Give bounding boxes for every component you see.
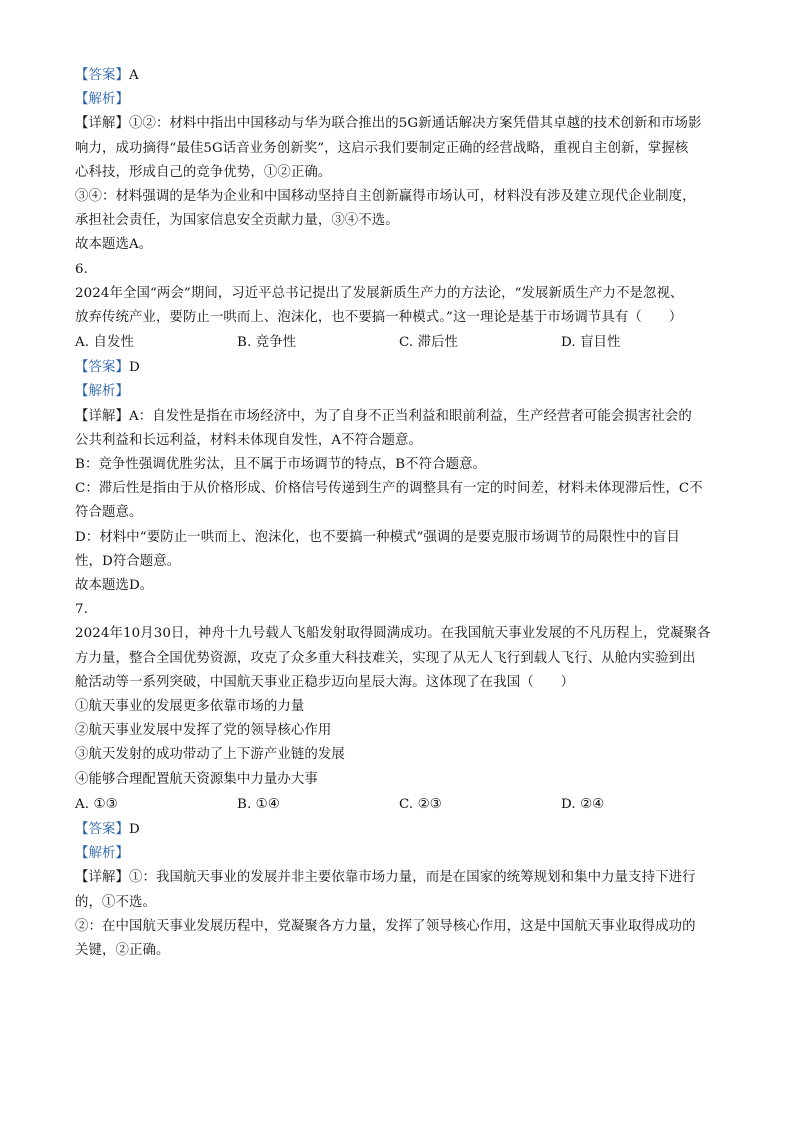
q7-item: ②航天事业发展中发挥了党的领导核心作用 [75,723,332,739]
q6-detail-line: 符合题意。 [75,505,143,521]
q7-detail-line: 关键，②正确。 [75,942,170,958]
q6-detail-line: D：材料中“要防止一哄而上、泡沫化，也不要搞一种模式”强调的是要克服市场调节的局限性中的盲目 [75,529,680,545]
q6-stem-line: 放弃传统产业，要防止一哄而上、泡沫化，也不要搞一种模式。”这一理论是基于市场调节具有（ ） [75,310,683,326]
q7-item: ①航天事业的发展更多依靠市场的力量 [75,699,305,715]
answer-value: D [128,821,140,837]
answer-label: 【答案】 [75,68,129,83]
q5-detail-line: 响力，成功摘得“最佳5G话音业务创新奖”，这启示我们要制定正确的经营战略，重视自主创新，掌握核 [75,140,689,156]
answer-label: 【答案】 [75,821,129,837]
q6-detail-line: 性，D符合题意。 [75,553,181,569]
q6-answer-line [75,356,723,380]
q7-answer-line [75,818,723,842]
q7-item: ③航天发射的成功带动了上下游产业链的发展 [75,747,345,763]
q6-options [75,330,723,356]
q5-analysis-label [75,88,723,112]
q5-conclusion: 故本题选A。 [75,237,153,253]
q6-stem-line: 2024年全国“两会”期间，习近平总书记提出了发展新质生产力的方法论，“发展新质生产力不是忽视、 [75,285,684,301]
q7-options [75,792,723,818]
q6-option-c: C. 滞后性 [399,335,459,351]
q6-conclusion: 故本题选D。 [75,578,154,594]
detail-text: A：自发性是指在市场经济中，为了自身不正当利益和眼前利益，生产经营者可能会损害社会的 [128,408,692,424]
q5-detail-line: 心科技，形成自己的竞争优势，①②正确。 [75,164,332,180]
q7-detail-line: 的，①不选。 [75,894,156,910]
q6-option-b: B. 竞争性 [237,335,297,351]
q7-detail-line: ②：在中国航天事业发展历程中，党凝聚各方力量，发挥了领导核心作用，这是中国航天事业取得成功的 [75,918,696,934]
q5-detail-line: 承担社会责任，为国家信息安全贡献力量，③④不选。 [75,213,399,229]
q7-option-d: D. ②④ [561,796,605,812]
answer-value: D [128,360,140,376]
q6-number: 6. [75,261,88,277]
q6-option-d: D. 盲目性 [561,335,621,351]
q7-number: 7. [75,602,88,618]
detail-text: ①②：材料中指出中国移动与华为联合推出的5G新通话解决方案凭借其卓越的技术创新和市场影 [128,116,702,132]
detail-label: 【详解】 [75,870,129,886]
q7-analysis-label [75,842,723,866]
answer-value: A [128,68,139,83]
q7-detail-line [75,866,723,890]
analysis-label: 【解析】 [75,92,129,108]
q7-option-b: B. ①④ [237,796,280,812]
q6-option-a: A. 自发性 [75,335,134,351]
q6-detail-line: B：竞争性强调优胜劣汰，且不属于市场调节的特点，B不符合题意。 [75,457,487,473]
q7-stem-line: 舱活动等一系列突破，中国航天事业正稳步迈向星辰大海。这体现了在我国（ ） [75,674,575,690]
detail-label: 【详解】 [75,116,129,132]
analysis-label: 【解析】 [75,384,129,400]
q5-detail-line [75,112,723,136]
document-content [75,64,723,963]
q6-detail-line: 公共利益和长远利益，材料未体现自发性，A不符合题意。 [75,432,423,448]
analysis-label: 【解析】 [75,846,129,862]
q6-detail-line: C：滞后性是指由于从价格形成、价格信号传递到生产的调整具有一定的时间差，材料未体现滞后性，C不 [75,481,703,497]
q7-stem-line: 方力量，整合全国优势资源，攻克了众多重大科技难关，实现了从无人飞行到载人飞行、从舱内实验到出 [75,650,696,666]
q7-option-c: C. ②③ [399,796,442,812]
q7-item: ④能够合理配置航天资源集中力量办大事 [75,771,318,787]
detail-label: 【详解】 [75,408,129,424]
q5-answer-line [75,64,723,88]
q7-option-a: A. ①③ [75,796,118,812]
q6-detail-line [75,405,723,429]
answer-label: 【答案】 [75,360,129,376]
q6-analysis-label [75,380,723,404]
q7-stem-line: 2024年10月30日，神舟十九号载人飞船发射取得圆满成功。在我国航天事业发展的不凡历程上，党凝聚各 [75,626,711,642]
detail-text: ①：我国航天事业的发展并非主要依靠市场力量，而是在国家的统筹规划和集中力量支持下进行 [128,870,696,886]
q5-detail-line: ③④：材料强调的是华为企业和中国移动坚持自主创新赢得市场认可，材料没有涉及建立现代企业制度， [75,189,696,205]
